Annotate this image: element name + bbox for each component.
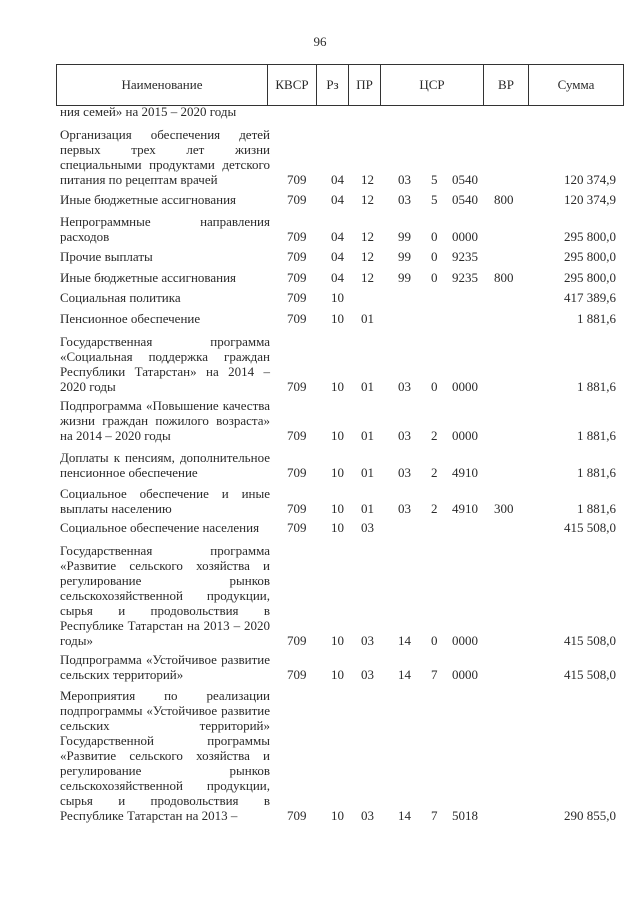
row-rz: 04 xyxy=(331,229,344,244)
row-sum: 415 508,0 xyxy=(564,667,616,682)
row-name: Непрограммные направления расходов xyxy=(60,214,270,244)
row-sum: 415 508,0 xyxy=(564,520,616,535)
row-pr: 03 xyxy=(361,633,374,648)
row-csr1: 99 xyxy=(398,229,411,244)
table-row xyxy=(60,543,616,648)
row-pr: 12 xyxy=(361,192,374,207)
row-kvsr: 709 xyxy=(287,229,307,244)
row-sum: 417 389,6 xyxy=(564,290,616,305)
row-kvsr: 709 xyxy=(287,192,307,207)
row-csr2: 0 xyxy=(431,270,438,285)
row-pr: 01 xyxy=(361,311,374,326)
row-csr2: 2 xyxy=(431,465,438,480)
row-sum: 295 800,0 xyxy=(564,249,616,264)
row-kvsr: 709 xyxy=(287,172,307,187)
row-csr1: 99 xyxy=(398,249,411,264)
row-pr: 12 xyxy=(361,249,374,264)
row-kvsr: 709 xyxy=(287,270,307,285)
row-rz: 10 xyxy=(331,311,344,326)
row-name: Социальное обеспечение населения xyxy=(60,520,260,535)
row-rz: 10 xyxy=(331,465,344,480)
table-row xyxy=(60,127,616,187)
row-kvsr: 709 xyxy=(287,290,307,305)
row-csr2: 2 xyxy=(431,428,438,443)
table-row xyxy=(60,192,616,207)
row-csr1: 14 xyxy=(398,667,411,682)
row-csr1: 03 xyxy=(398,192,411,207)
header-kvsr: КВСР xyxy=(268,65,317,106)
table-row xyxy=(60,334,616,394)
row-name: Подпрограмма «Устойчивое развитие сельских территорий» xyxy=(60,652,270,682)
header-sum: Сумма xyxy=(529,65,624,106)
row-name: Иные бюджетные ассигнования xyxy=(60,270,237,285)
row-csr2: 5 xyxy=(431,192,438,207)
table-row xyxy=(60,270,616,285)
row-rz: 10 xyxy=(331,667,344,682)
row-csr1: 03 xyxy=(398,379,411,394)
table-row xyxy=(60,450,616,480)
row-name: Государственная программа «Социальная поддержка граждан Республики Татарстан» на 2014 – 2020 годы xyxy=(60,334,270,394)
row-pr: 01 xyxy=(361,379,374,394)
row-vr: 800 xyxy=(494,192,514,207)
table-row xyxy=(60,214,616,244)
table-row xyxy=(60,398,616,443)
row-csr3: 0000 xyxy=(452,667,478,682)
row-name: ния семей» на 2015 – 2020 годы xyxy=(60,104,237,119)
row-name: Организация обеспечения детей первых трех лет жизни специальными продуктами детского питания по рецептам врачей xyxy=(60,127,270,187)
row-rz: 10 xyxy=(331,428,344,443)
row-csr1: 99 xyxy=(398,270,411,285)
row-csr3: 0000 xyxy=(452,229,478,244)
row-name: Иные бюджетные ассигнования xyxy=(60,192,237,207)
row-rz: 04 xyxy=(331,172,344,187)
row-csr2: 5 xyxy=(431,172,438,187)
row-pr: 03 xyxy=(361,808,374,823)
header-csr: ЦСР xyxy=(381,65,484,106)
row-rz: 04 xyxy=(331,270,344,285)
table-row xyxy=(60,104,616,119)
row-pr: 12 xyxy=(361,229,374,244)
row-pr: 01 xyxy=(361,428,374,443)
row-sum: 1 881,6 xyxy=(577,428,616,443)
row-sum: 290 855,0 xyxy=(564,808,616,823)
row-csr3: 0000 xyxy=(452,428,478,443)
row-name: Мероприятия по реализации подпрограммы «Устойчивое развитие сельских территорий» Государственной программы «Развитие сельского хозяйства и регулирование рынков сельскохозяйственной продукции, сырья и продовольствия в Республике Татарстан на 2013 – xyxy=(60,688,270,823)
row-sum: 1 881,6 xyxy=(577,311,616,326)
table-row xyxy=(60,311,616,326)
row-csr3: 9235 xyxy=(452,249,478,264)
row-csr1: 03 xyxy=(398,465,411,480)
header-pr: ПР xyxy=(349,65,381,106)
row-csr1: 03 xyxy=(398,501,411,516)
row-csr3: 9235 xyxy=(452,270,478,285)
row-name: Пенсионное обеспечение xyxy=(60,311,201,326)
row-name: Подпрограмма «Повышение качества жизни граждан пожилого возраста» на 2014 – 2020 годы xyxy=(60,398,270,443)
page-number: 96 xyxy=(313,34,327,49)
row-kvsr: 709 xyxy=(287,465,307,480)
row-csr3: 0000 xyxy=(452,633,478,648)
row-csr3: 5018 xyxy=(452,808,478,823)
row-kvsr: 709 xyxy=(287,379,307,394)
row-sum: 1 881,6 xyxy=(577,465,616,480)
header-vr: ВР xyxy=(484,65,529,106)
row-pr: 12 xyxy=(361,172,374,187)
row-sum: 1 881,6 xyxy=(577,379,616,394)
row-name: Социальная политика xyxy=(60,290,181,305)
row-csr2: 0 xyxy=(431,249,438,264)
row-name: Доплаты к пенсиям, дополнительное пенсионное обеспечение xyxy=(60,450,270,480)
row-csr1: 14 xyxy=(398,808,411,823)
header-rz: Рз xyxy=(317,65,349,106)
table-body xyxy=(60,104,616,823)
row-rz: 04 xyxy=(331,192,344,207)
row-csr2: 7 xyxy=(431,667,438,682)
row-kvsr: 709 xyxy=(287,520,307,535)
row-sum: 120 374,9 xyxy=(564,192,616,207)
row-kvsr: 709 xyxy=(287,667,307,682)
row-rz: 10 xyxy=(331,520,344,535)
table-row xyxy=(60,249,616,264)
row-csr2: 0 xyxy=(431,633,438,648)
row-csr3: 0540 xyxy=(452,192,478,207)
row-csr3: 4910 xyxy=(452,465,478,480)
row-pr: 03 xyxy=(361,667,374,682)
table-row xyxy=(60,486,616,516)
row-vr: 800 xyxy=(494,270,514,285)
row-pr: 12 xyxy=(361,270,374,285)
row-sum: 120 374,9 xyxy=(564,172,616,187)
row-pr: 01 xyxy=(361,465,374,480)
row-csr1: 03 xyxy=(398,172,411,187)
row-rz: 10 xyxy=(331,633,344,648)
row-kvsr: 709 xyxy=(287,249,307,264)
row-csr2: 0 xyxy=(431,229,438,244)
table-row xyxy=(60,688,616,823)
row-name: Государственная программа «Развитие сельского хозяйства и регулирование рынков сельскохозяйственной продукции, сырья и продовольствия в Республике Татарстан на 2013 – 2020 годы» xyxy=(60,543,270,648)
row-csr2: 2 xyxy=(431,501,438,516)
row-csr2: 0 xyxy=(431,379,438,394)
row-rz: 10 xyxy=(331,379,344,394)
row-vr: 300 xyxy=(494,501,514,516)
row-pr: 03 xyxy=(361,520,374,535)
row-kvsr: 709 xyxy=(287,311,307,326)
row-sum: 295 800,0 xyxy=(564,229,616,244)
row-csr3: 0000 xyxy=(452,379,478,394)
row-rz: 04 xyxy=(331,249,344,264)
row-csr1: 14 xyxy=(398,633,411,648)
table-row xyxy=(60,652,616,682)
row-csr2: 7 xyxy=(431,808,438,823)
table-row xyxy=(60,520,616,535)
row-kvsr: 709 xyxy=(287,633,307,648)
row-name: Социальное обеспечение и иные выплаты населению xyxy=(60,486,270,516)
row-kvsr: 709 xyxy=(287,428,307,443)
row-sum: 1 881,6 xyxy=(577,501,616,516)
table-row xyxy=(60,290,616,305)
row-rz: 10 xyxy=(331,501,344,516)
table-header xyxy=(56,64,624,106)
row-rz: 10 xyxy=(331,808,344,823)
row-csr1: 03 xyxy=(398,428,411,443)
row-kvsr: 709 xyxy=(287,808,307,823)
header-name: Наименование xyxy=(57,65,268,106)
row-kvsr: 709 xyxy=(287,501,307,516)
row-rz: 10 xyxy=(331,290,344,305)
row-sum: 295 800,0 xyxy=(564,270,616,285)
row-sum: 415 508,0 xyxy=(564,633,616,648)
row-csr3: 4910 xyxy=(452,501,478,516)
row-name: Прочие выплаты xyxy=(60,249,153,264)
row-csr3: 0540 xyxy=(452,172,478,187)
row-pr: 01 xyxy=(361,501,374,516)
